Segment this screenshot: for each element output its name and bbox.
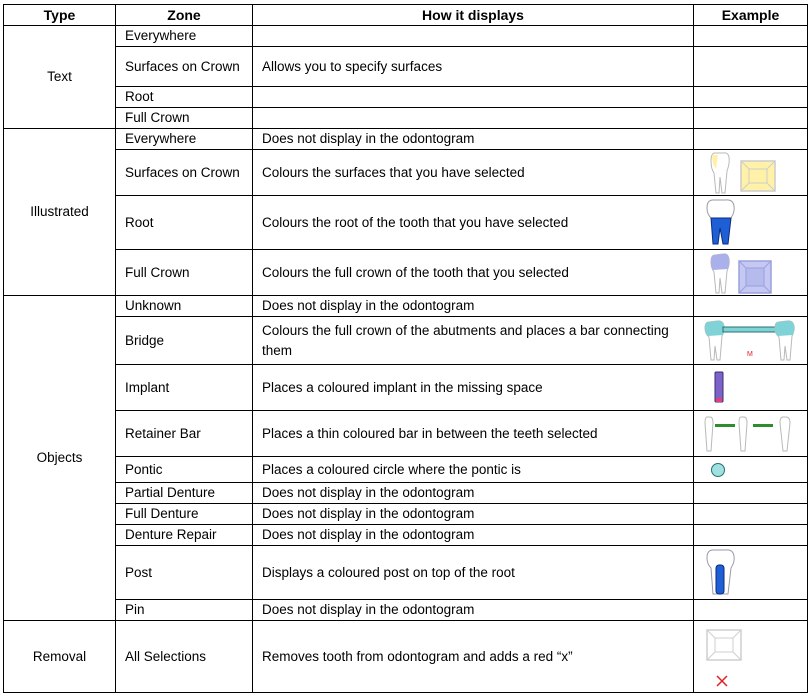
example-cell (694, 546, 808, 600)
example-cell (694, 621, 808, 693)
header-display: How it displays (253, 5, 694, 26)
table-row (4, 47, 808, 87)
zone-cell: Full Crown (116, 250, 253, 296)
bridge-bar (723, 327, 777, 332)
root-example-image (703, 198, 743, 248)
example-cell (694, 600, 808, 621)
tooth-icon (705, 417, 713, 451)
zone-cell: Everywhere (116, 129, 253, 150)
zone-cell: Bridge (116, 317, 253, 365)
abutment-crown (705, 320, 724, 335)
display-cell: Places a coloured circle where the pontic is (253, 457, 694, 483)
table-row (4, 196, 808, 250)
display-cell: Does not display in the odontogram (253, 504, 694, 525)
zones-table (3, 4, 808, 693)
zone-cell: Post (116, 546, 253, 600)
zone-cell: Surfaces on Crown (116, 150, 253, 196)
example-cell (694, 457, 808, 483)
table-row (4, 296, 808, 317)
display-cell: Does not display in the odontogram (253, 296, 694, 317)
crown-highlight (711, 253, 729, 269)
table-row (4, 525, 808, 546)
example-cell (694, 296, 808, 317)
table-row (4, 411, 808, 457)
display-cell: Does not display in the odontogram (253, 129, 694, 150)
table-row (4, 504, 808, 525)
type-removal: Removal (4, 621, 116, 693)
full-crown-example-image (703, 251, 793, 295)
example-cell (694, 87, 808, 108)
table-row (4, 250, 808, 296)
table-row (4, 365, 808, 411)
example-cell (694, 26, 808, 47)
example-cell (694, 525, 808, 546)
zone-cell: Pontic (116, 457, 253, 483)
table-row (4, 621, 808, 693)
pontic-circle (712, 463, 725, 476)
example-cell (694, 483, 808, 504)
type-objects: Objects (4, 296, 116, 621)
display-cell (253, 108, 694, 129)
table-row (4, 129, 808, 150)
pontic-example-image (703, 460, 733, 480)
retainer-bar (715, 424, 735, 427)
display-cell: Colours the root of the tooth that you have selected (253, 196, 694, 250)
post-highlight (716, 565, 724, 594)
display-cell: Removes tooth from odontogram and adds a red “x” (253, 621, 694, 693)
table-row (4, 600, 808, 621)
example-cell (694, 504, 808, 525)
display-cell (253, 87, 694, 108)
zone-cell: Full Denture (116, 504, 253, 525)
header-zone: Zone (116, 5, 253, 26)
display-cell (253, 26, 694, 47)
zone-cell: Unknown (116, 296, 253, 317)
zone-cell: Partial Denture (116, 483, 253, 504)
table-row (4, 483, 808, 504)
table-row (4, 108, 808, 129)
table-row (4, 87, 808, 108)
surfaces-example-image (703, 151, 793, 195)
removal-example-image (703, 624, 753, 690)
example-cell (694, 47, 808, 87)
type-text: Text (4, 26, 116, 129)
display-cell: Allows you to specify surfaces (253, 47, 694, 87)
tooth-icon (780, 417, 790, 451)
retainer-bar (753, 424, 773, 427)
table-row (4, 26, 808, 47)
bridge-example-image (703, 318, 799, 364)
post-example-image (703, 548, 743, 598)
implant-post (715, 372, 723, 402)
header-example: Example (694, 5, 808, 26)
zone-cell: All Selections (116, 621, 253, 693)
display-cell: Places a thin coloured bar in between the teeth selected (253, 411, 694, 457)
example-cell (694, 150, 808, 196)
zone-cell: Full Crown (116, 108, 253, 129)
zone-cell: Retainer Bar (116, 411, 253, 457)
zone-cell: Surfaces on Crown (116, 47, 253, 87)
example-cell (694, 196, 808, 250)
zone-cell: Pin (116, 600, 253, 621)
table-row (4, 150, 808, 196)
abutment-crown (775, 320, 794, 335)
display-cell: Does not display in the odontogram (253, 600, 694, 621)
type-illustrated: Illustrated (4, 129, 116, 296)
example-cell (694, 411, 808, 457)
bridge-marker: M (747, 350, 753, 358)
zone-cell: Root (116, 87, 253, 108)
red-x-icon (717, 676, 727, 686)
tooth-icon (707, 199, 734, 217)
tooth-icon (739, 417, 747, 451)
zone-cell: Implant (116, 365, 253, 411)
table-row (4, 317, 808, 365)
display-cell: Does not display in the odontogram (253, 483, 694, 504)
display-cell: Colours the full crown of the abutments and places a bar connecting them (253, 317, 694, 365)
zone-cell: Denture Repair (116, 525, 253, 546)
display-cell: Does not display in the odontogram (253, 525, 694, 546)
display-cell: Displays a coloured post on top of the root (253, 546, 694, 600)
table-row (4, 457, 808, 483)
retainer-bar-example-image (703, 413, 799, 455)
display-cell: Places a coloured implant in the missing space (253, 365, 694, 411)
example-cell (694, 108, 808, 129)
table-row (4, 546, 808, 600)
header-type: Type (4, 5, 116, 26)
display-cell: Colours the full crown of the tooth that you selected (253, 250, 694, 296)
display-cell: Colours the surfaces that you have selected (253, 150, 694, 196)
header-row (4, 5, 808, 26)
root-highlight (711, 218, 731, 244)
zone-cell: Root (116, 196, 253, 250)
implant-example-image (703, 368, 733, 408)
zone-cell: Everywhere (116, 26, 253, 47)
example-cell (694, 250, 808, 296)
example-cell (694, 129, 808, 150)
example-cell (694, 317, 808, 365)
example-cell (694, 365, 808, 411)
